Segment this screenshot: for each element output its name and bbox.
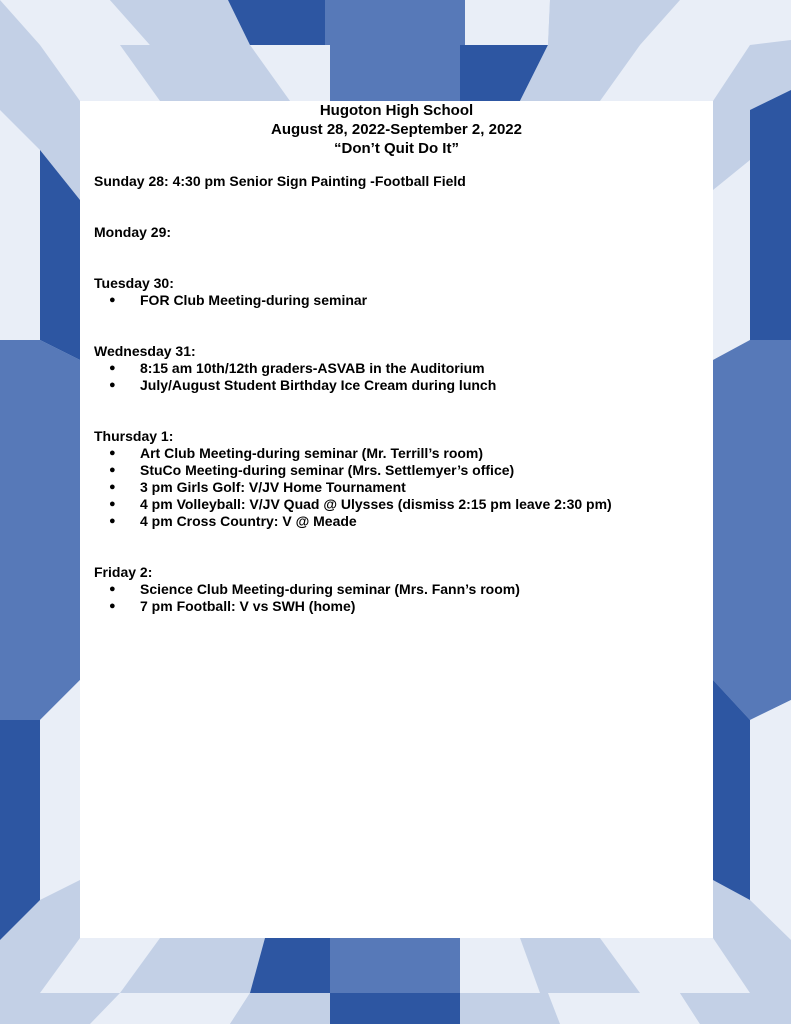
bullet-icon: ● <box>109 464 116 476</box>
list-item: ● Art Club Meeting-during seminar (Mr. Terrill’s room) <box>109 445 484 461</box>
bullet-icon: ● <box>109 515 116 527</box>
list-item: ● 7 pm Football: V vs SWH (home) <box>109 598 356 614</box>
schedule-page <box>80 101 713 938</box>
bullet-icon: ● <box>109 583 116 595</box>
day-heading: Sunday 28: 4:30 pm Senior Sign Painting -Football Field <box>94 173 466 189</box>
list-item: ● 3 pm Girls Golf: V/JV Home Tournament <box>109 479 406 495</box>
bullet-icon: ● <box>109 362 116 374</box>
day-heading: Monday 29: <box>94 224 172 240</box>
list-item: ● Science Club Meeting-during seminar (Mrs. Fann’s room) <box>109 581 520 597</box>
bullet-icon: ● <box>109 498 116 510</box>
bullet-icon: ● <box>109 481 116 493</box>
schedule-header <box>94 101 699 158</box>
date-range: August 28, 2022-September 2, 2022 <box>271 121 522 138</box>
event-list <box>94 581 699 615</box>
list-item: ● StuCo Meeting-during seminar (Mrs. Settlemyer’s office) <box>109 462 515 478</box>
day-heading: Thursday 1: <box>94 428 174 444</box>
list-item: ● July/August Student Birthday Ice Cream during lunch <box>109 377 497 393</box>
day-tuesday <box>94 275 699 309</box>
school-name: Hugoton High School <box>319 102 474 119</box>
day-heading: Tuesday 30: <box>94 275 174 291</box>
bullet-icon: ● <box>109 379 116 391</box>
list-item: ● 8:15 am 10th/12th graders-ASVAB in the Auditorium <box>109 360 485 376</box>
day-friday <box>94 564 699 615</box>
event-list <box>94 445 699 530</box>
day-heading: Wednesday 31: <box>94 343 196 359</box>
list-item: ● 4 pm Volleyball: V/JV Quad @ Ulysses (dismiss 2:15 pm leave 2:30 pm) <box>109 496 612 512</box>
list-item: ● 4 pm Cross Country: V @ Meade <box>109 513 357 529</box>
list-item: ● FOR Club Meeting-during seminar <box>109 292 368 308</box>
event-list <box>94 292 699 309</box>
bullet-icon: ● <box>109 600 116 612</box>
day-wednesday <box>94 343 699 394</box>
event-list <box>94 360 699 394</box>
bullet-icon: ● <box>109 447 116 459</box>
day-thursday <box>94 428 699 530</box>
day-monday <box>94 224 699 241</box>
day-sunday <box>94 173 699 190</box>
day-heading: Friday 2: <box>94 564 153 580</box>
bullet-icon: ● <box>109 294 116 306</box>
motto: “Don’t Quit Do It” <box>334 140 459 157</box>
